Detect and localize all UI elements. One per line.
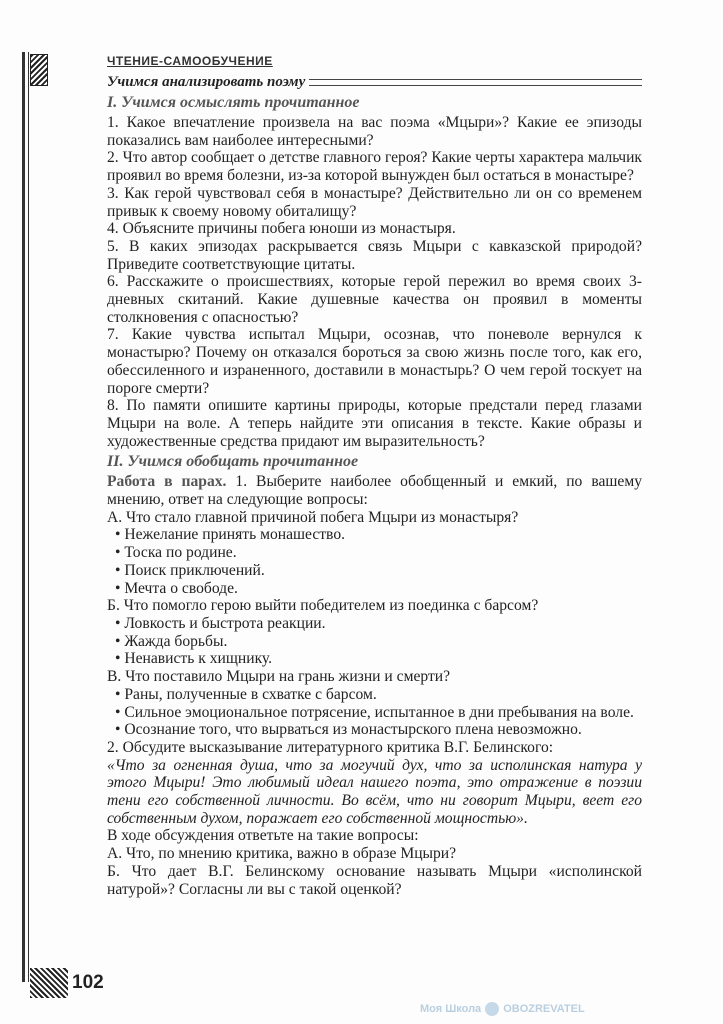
belinsky-quote: «Что за огненная душа, что за могучий дух, что за исполинская натура у этого Мцыри! Это любимый идеал нашего поэта, это отражение в поэзии тени его собственной личности. Во всём, что ни говорит Мцыри, веет его собственным духом, поражает его собственной мощностью».: [107, 756, 642, 827]
answer-option: • Раны, полученные в схватке с барсом.: [107, 686, 642, 704]
question-item: 3. Как герой чувствовал себя в монастыре? Действительно ли он со временем привык к своему новому обиталищу?: [107, 184, 642, 220]
answer-option: • Нежелание принять монашество.: [107, 526, 642, 544]
question-a: А. Что стало главной причиной побега Мцыри из монастыря?: [107, 508, 519, 526]
answer-option: • Ловкость и быстрота реакции.: [107, 615, 642, 633]
question-item: 4. Объясните причины побега юноши из монастыря.: [107, 220, 456, 238]
question-item: 2. Что автор сообщает о детстве главного героя? Какие черты характера мальчик проявил во время болезни, из-за которой вынужден был остаться в монастыре?: [107, 149, 642, 185]
question-item: 5. В каких эпизодах раскрывается связь Мцыри с кавказской природой? Приведите соответствующие цитаты.: [107, 237, 642, 273]
answer-option: • Осознание того, что вырваться из монастырского плена невозможно.: [107, 721, 642, 739]
question-b: Б. Что помогло герою выйти победителем из поединка с барсом?: [107, 597, 539, 615]
answer-option: • Тоска по родине.: [107, 544, 642, 562]
discussion-intro: В ходе обсуждения ответьте на такие вопросы:: [107, 827, 419, 845]
page-content: [107, 54, 642, 898]
watermark-text: OBOZREVATEL: [503, 1002, 585, 1015]
watermark-text: Моя Школа: [420, 1002, 482, 1015]
pair-work-label: Работа в парах.: [107, 473, 227, 491]
margin-rule: [22, 52, 25, 982]
section-2-title: II. Учимся обобщать прочитанное: [107, 453, 359, 471]
answer-option: • Мечта о свободе.: [107, 580, 642, 598]
task-2: 2. Обсудите высказывание литературного критика В.Г. Белинского:: [107, 738, 554, 756]
question-item: 1. Какое впечатление произвела на вас поэма «Мцыри»? Какие ее эпизоды показались вам наиболее интересными?: [107, 114, 642, 149]
top-ornament: [30, 54, 48, 86]
page-number: 102: [72, 972, 104, 993]
answer-option: • Жажда борьбы.: [107, 633, 642, 651]
margin-rule-thin: [28, 52, 29, 982]
subtitle-text: Учимся анализировать поэму: [107, 74, 306, 90]
running-header: ЧТЕНИЕ-САМООБУЧЕНИЕ: [107, 54, 273, 68]
question-item: 7. Какие чувства испытал Мцыри, осознав, что поневоле вернулся к монастырю? Почему он отказался бороться за свою жизнь после того, как его, обессиленного и израненного, доставили в монастырь? О чем герой тоскует на пороге смерти?: [107, 326, 642, 397]
question-v: В. Что поставило Мцыри на грань жизни и смерти?: [107, 668, 451, 686]
discussion-question-b: Б. Что дает В.Г. Белинскому основание называть Мцыри «исполинской натурой»? Согласны ли вы с такой оценкой?: [107, 862, 642, 898]
question-item: 6. Расскажите о происшествиях, которые герой пережил во время своих 3-дневных скитаний. Какие душевные качества он проявил в моменты столкновения с опасностью?: [107, 273, 642, 326]
answer-option: • Ненависть к хищнику.: [107, 650, 642, 668]
watermark: [420, 1002, 585, 1016]
section-1-title: I. Учимся осмыслять прочитанное: [107, 94, 360, 111]
task-1: [107, 473, 642, 508]
answer-option: • Поиск приключений.: [107, 562, 642, 580]
discussion-question-a: А. Что, по мнению критика, важно в образе Мцыри?: [107, 845, 457, 863]
bottom-ornament: [30, 968, 68, 998]
task-1-text: 1. Выберите наиболее обобщенный и емкий, по вашему мнению, ответ на следующие вопросы:: [107, 473, 642, 509]
question-item: 8. По памяти опишите картины природы, которые предстали перед глазами Мцыри на воле. А теперь найдите эти описания в тексте. Какие образы и художественные средства придают им выразительность?: [107, 397, 642, 450]
watermark-logo-icon: [485, 1002, 499, 1016]
subtitle-rule: [309, 79, 642, 86]
answer-option: • Сильное эмоциональное потрясение, испытанное в дни пребывания на воле.: [107, 704, 642, 722]
chapter-subtitle: [107, 74, 642, 91]
